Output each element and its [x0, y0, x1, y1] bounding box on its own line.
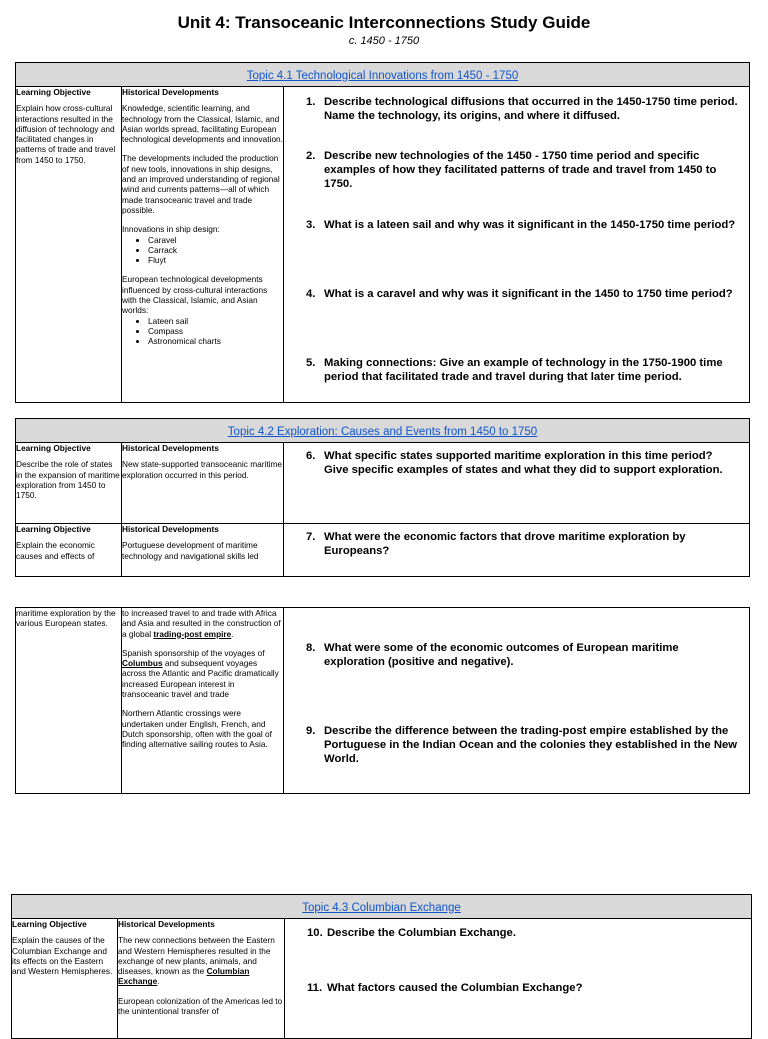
topic-4-3-table: [11, 894, 752, 1039]
question-11: 11. What factors caused the Columbian Exchange?: [307, 982, 583, 994]
topic-4-1-header: [16, 63, 750, 87]
historical-developments-cell: [122, 443, 284, 524]
development-text: Knowledge, scientific learning, and technology from the Classical, Islamic, and Asian worlds spread, facilitating European technological developments and innovation.: [122, 103, 283, 145]
question-9: 9. Describe the difference between the trading-post empire established by the Portuguese in the Indian Ocean and the colonies they established in the New World.: [306, 725, 738, 765]
questions-cell: [284, 443, 750, 524]
question-6: 6. What specific states supported maritime exploration in this time period? Give specific examples of states and what they did to support exploration.: [306, 450, 723, 476]
learning-objective-text: maritime exploration by the various European states.: [16, 608, 116, 629]
historical-developments-label: Historical Developments: [122, 443, 219, 453]
historical-developments-label: Historical Developments: [122, 524, 219, 534]
learning-objective-text: Describe the role of states in the expansion of maritime exploration from 1450 to 1750.: [16, 459, 120, 501]
learning-objective-label: Learning Objective: [12, 919, 87, 929]
topic-4-2-continued-table: [15, 607, 750, 794]
learning-objective-label: Learning Objective: [16, 524, 91, 534]
learning-objective-cell: [16, 443, 122, 524]
question-4: 4. What is a caravel and why was it significant in the 1450 to 1750 time period?: [306, 288, 733, 300]
development-text: European colonization of the Americas led to the unintentional transfer of: [118, 995, 283, 1017]
learning-objective-cell: [16, 524, 122, 577]
question-2: 2. Describe new technologies of the 1450 - 1750 time period and specific examples of how they facilitated patterns of trade and travel from 1450 to 1750.: [306, 150, 717, 190]
columbus-term: Columbus: [122, 658, 163, 669]
learning-objective-cell: [12, 919, 118, 1039]
list-item: • Fluyt: [148, 255, 283, 265]
development-text: Spanish sponsorship of the voyages of Columbus and subsequent voyages across the Atlantic and Pacific dramatically increased European interest in transoceanic travel and trade: [122, 647, 279, 700]
historical-developments-label: Historical Developments: [122, 87, 219, 97]
topic-4-2-header: [16, 419, 750, 443]
learning-objective-text: Explain how cross-cultural interactions resulted in the diffusion of technology and facilitated changes in patterns of trade and travel from 1450 to 1750.: [16, 103, 116, 165]
learning-objective-label: Learning Objective: [16, 443, 91, 453]
questions-cell: [285, 919, 752, 1039]
historical-developments-cell: [122, 87, 284, 403]
list-item: • Lateen sail: [148, 316, 283, 326]
questions-cell: [284, 87, 750, 403]
development-text: Portuguese development of maritime technology and navigational skills led: [122, 540, 259, 561]
page-title: Unit 4: Transoceanic Interconnections Study Guide: [177, 13, 591, 32]
historical-developments-cell: [122, 608, 284, 794]
trading-post-empire-term: trading-post empire: [153, 628, 232, 639]
topic-4-1-table: [15, 62, 750, 403]
development-text: Northern Atlantic crossings were undertaken under English, French, and Dutch sponsorship, often with the goal of finding alternative sailing routes to Asia.: [122, 708, 272, 750]
topic-4-3-link[interactable]: Topic 4.3 Columbian Exchange: [302, 901, 461, 914]
topic-4-2-link[interactable]: Topic 4.2 Exploration: Causes and Events from 1450 to 1750: [227, 425, 538, 438]
development-text: European technological developments influenced by cross-cultural interactions with the Classical, Islamic, and Asian worlds:: [122, 274, 268, 316]
question-1: 1. Describe technological diffusions that occurred in the 1450-1750 time period. Name the technology, its origins, and where it diffused.: [306, 96, 738, 122]
question-3: 3. What is a lateen sail and why was it significant in the 1450-1750 time period?: [306, 219, 736, 231]
question-5: 5. Making connections: Give an example of technology in the 1750-1900 time period that facilitated trade and travel during that later time period.: [306, 357, 723, 383]
topic-4-2-table: [15, 418, 750, 577]
development-text: Innovations in ship design:: [122, 224, 220, 235]
learning-objective-cell: [16, 608, 122, 794]
question-8: 8. What were some of the economic outcomes of European maritime exploration (positive and negative).: [306, 642, 679, 668]
historical-developments-cell: [122, 524, 284, 577]
ship-design-list: [122, 235, 283, 266]
technology-list: [122, 316, 283, 347]
page-subtitle: c. 1450 - 1750: [348, 35, 420, 47]
development-text: to increased travel to and trade with Africa and Asia and resulted in the construction of a global trading-post empire.: [122, 608, 281, 639]
questions-cell: [284, 524, 750, 577]
learning-objective-label: Learning Objective: [16, 87, 91, 97]
list-item: • Caravel: [148, 235, 283, 245]
list-item: • Astronomical charts: [148, 336, 283, 346]
topic-4-3-header: [12, 895, 752, 919]
list-item: • Compass: [148, 326, 283, 336]
question-7: 7. What were the economic factors that drove maritime exploration by Europeans?: [306, 531, 686, 557]
topic-4-1-link[interactable]: Topic 4.1 Technological Innovations from 1450 - 1750: [246, 69, 519, 82]
historical-developments-cell: [118, 919, 285, 1039]
learning-objective-text: Explain the economic causes and effects of: [16, 540, 95, 561]
development-text: New state-supported transoceanic maritime exploration occurred in this period.: [122, 459, 283, 480]
columbian-exchange-term: Columbian Exchange: [118, 966, 250, 987]
development-text: The new connections between the Eastern and Western Hemispheres resulted in the exchange of new plants, animals, and diseases, known as the Columbian Exchange.: [118, 935, 275, 987]
learning-objective-cell: [16, 87, 122, 403]
learning-objective-text: Explain the causes of the Columbian Exchange and its effects on the Eastern and Western Hemispheres.: [12, 935, 113, 977]
list-item: • Carrack: [148, 245, 283, 255]
development-text: The developments included the production of new tools, innovations in ship designs, and an improved understanding of regional wind and currents patterns—all of which made transoceanic travel and trade possible.: [122, 153, 280, 215]
historical-developments-label: Historical Developments: [118, 919, 215, 929]
question-10: 10. Describe the Columbian Exchange.: [307, 927, 516, 939]
questions-cell: [284, 608, 750, 794]
